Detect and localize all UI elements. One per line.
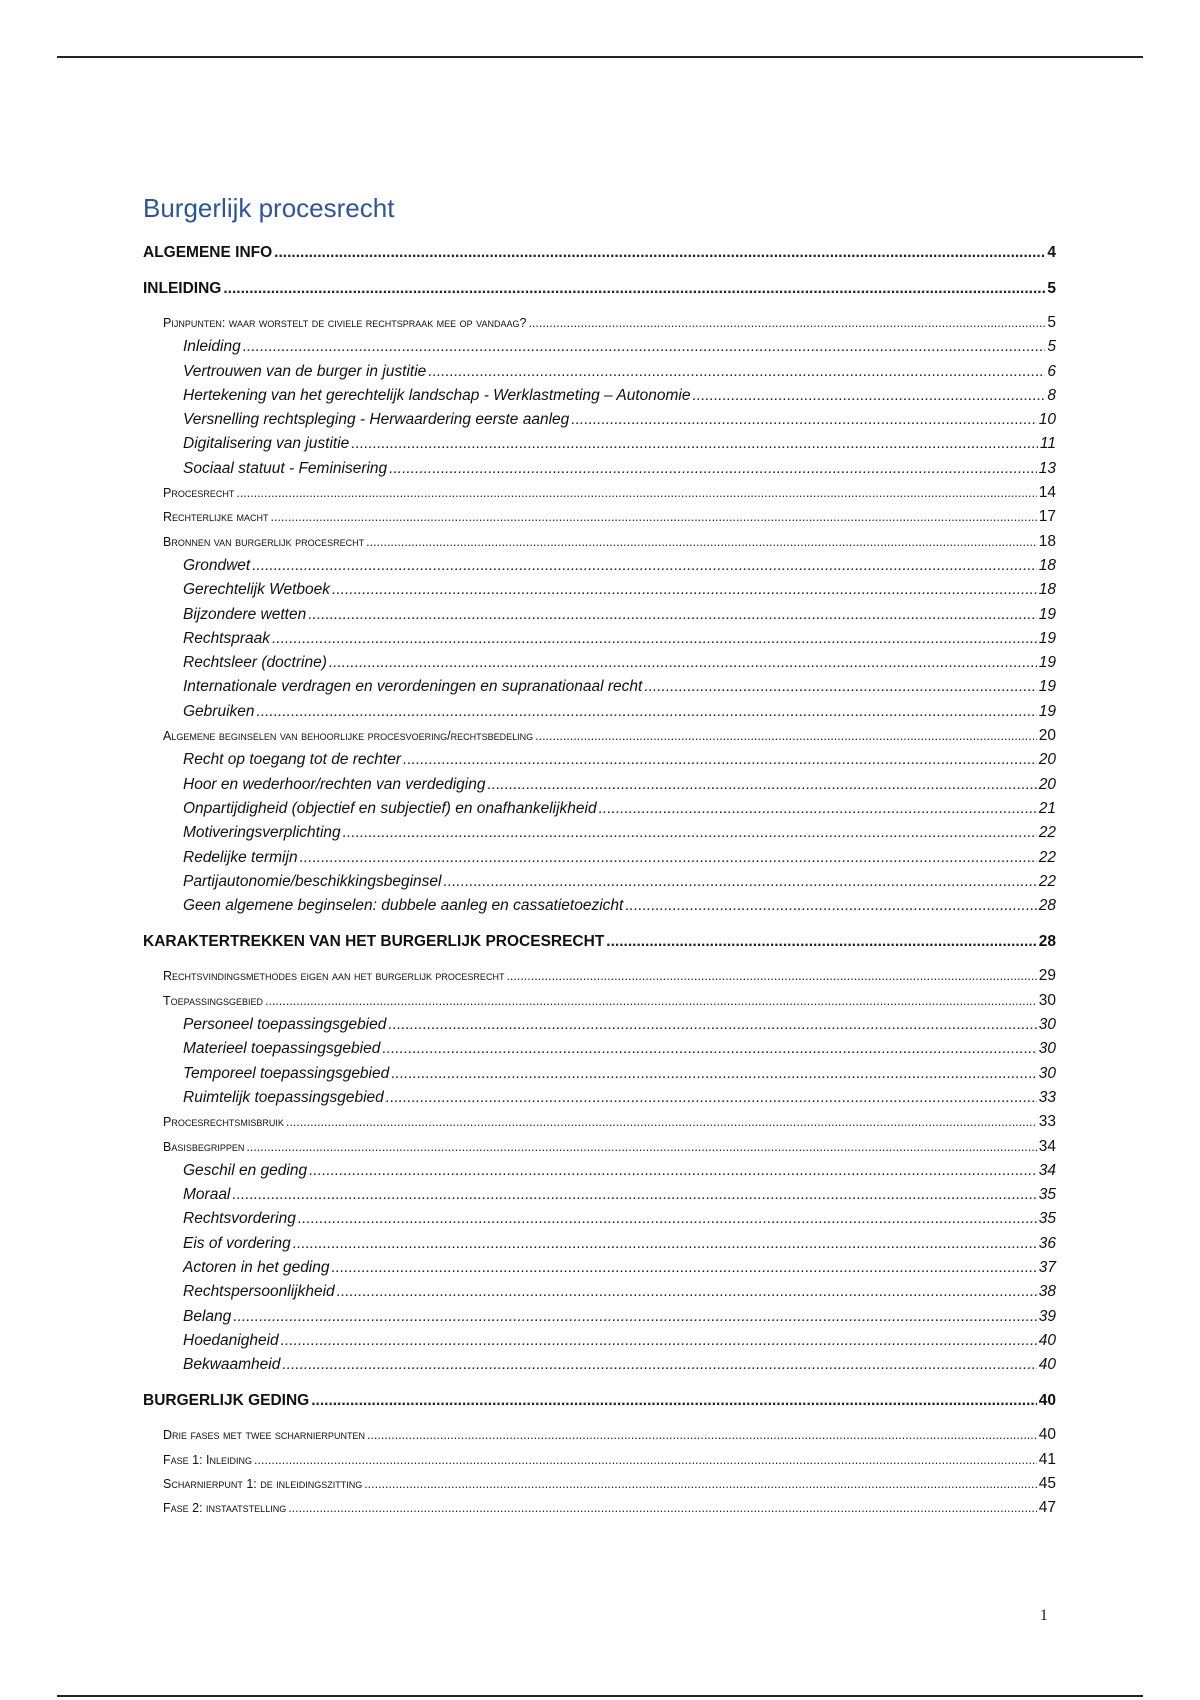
toc-entry-level-2[interactable] (143, 1138, 1056, 1162)
toc-entry-label: Scharnierpunt 1: de inleidingszitting (163, 1477, 363, 1492)
toc-dot-leader (332, 1259, 1037, 1277)
toc-entry-page: 38 (1038, 1283, 1056, 1301)
toc-entry-label: Algemene beginselen van behoorlijke procesvoering/rechtsbedeling (163, 729, 534, 744)
toc-entry-page: 21 (1038, 799, 1056, 817)
toc-entry-page: 40 (1038, 1331, 1056, 1349)
toc-entry-page: 20 (1038, 775, 1056, 793)
toc-dot-leader (311, 1392, 1037, 1410)
toc-dot-leader (428, 363, 1045, 381)
toc-dot-leader (528, 316, 1045, 330)
toc-entry-level-3[interactable] (143, 873, 1056, 897)
toc-entry-level-2[interactable] (143, 967, 1056, 991)
toc-dot-leader (606, 933, 1036, 951)
toc-dot-leader (506, 969, 1036, 983)
toc-entry-page: 30 (1038, 1064, 1056, 1082)
toc-entry-label: Materieel toepassingsgebied (183, 1040, 381, 1058)
toc-entry-page: 20 (1038, 727, 1056, 745)
toc-entry-page: 19 (1038, 605, 1056, 623)
toc-entry-label: Procesrecht (163, 486, 235, 501)
toc-entry-page: 40 (1038, 1392, 1056, 1410)
toc-entry-page: 40 (1038, 1356, 1056, 1374)
toc-entry-page: 10 (1038, 411, 1056, 429)
toc-dot-leader (286, 1115, 1037, 1129)
toc-dot-leader (236, 486, 1036, 500)
toc-entry-page: 19 (1038, 654, 1056, 672)
toc-entry-page: 4 (1047, 244, 1056, 261)
toc-entry-level-3[interactable] (143, 606, 1056, 630)
toc-entry-level-3[interactable] (143, 824, 1056, 848)
toc-entry-label: Geen algemene beginselen: dubbele aanleg en cassatietoezicht (183, 897, 624, 915)
toc-entry-level-2[interactable] (143, 1113, 1056, 1137)
toc-entry-label: ALGEMENE INFO (143, 244, 273, 261)
toc-entry-page: 22 (1038, 824, 1056, 842)
toc-entry-level-2[interactable] (143, 1499, 1056, 1523)
toc-entry-level-3[interactable] (143, 1016, 1056, 1040)
page-number: 1 (1040, 1607, 1048, 1624)
toc-entry-level-3[interactable] (143, 1308, 1056, 1332)
toc-entry-page: 39 (1038, 1307, 1056, 1325)
toc-dot-leader (300, 849, 1037, 867)
toc-entry-level-3[interactable] (143, 630, 1056, 654)
toc-entry-label: Actoren in het geding (183, 1258, 330, 1276)
toc-entry-level-2[interactable] (143, 992, 1056, 1016)
toc-dot-leader (351, 435, 1038, 453)
toc-dot-leader (571, 411, 1036, 429)
toc-entry-page: 28 (1038, 933, 1056, 951)
toc-dot-leader (382, 1040, 1036, 1058)
toc-entry-level-1[interactable] (143, 280, 1056, 304)
toc-entry-level-3[interactable] (143, 1356, 1056, 1380)
toc-entry-label: Fase 2: instaatstelling (163, 1501, 287, 1516)
toc-entry-label: Redelijke termijn (183, 848, 298, 866)
toc-entry-label: Grondwet (183, 556, 251, 574)
toc-dot-leader (337, 1283, 1037, 1301)
header-rule (57, 56, 1143, 58)
toc-dot-leader (232, 1186, 1036, 1204)
toc-dot-leader (274, 244, 1045, 262)
toc-entry-label: Drie fases met twee scharnierpunten (163, 1428, 365, 1443)
toc-entry-page: 19 (1038, 702, 1056, 720)
toc-dot-leader (254, 1453, 1037, 1467)
toc-entry-label: Rechtspraak (183, 629, 271, 647)
toc-entry-page: 34 (1038, 1137, 1056, 1155)
toc-entry-page: 13 (1038, 459, 1056, 477)
toc-entry-page: 20 (1038, 751, 1056, 769)
toc-dot-leader (389, 460, 1037, 478)
toc-entry-page: 30 (1038, 1040, 1056, 1058)
toc-dot-leader (367, 1428, 1037, 1442)
toc-entry-page: 22 (1038, 872, 1056, 890)
toc-entry-label: Vertrouwen van de burger in justitie (183, 362, 427, 380)
toc-entry-level-3[interactable] (143, 581, 1056, 605)
toc-dot-leader (265, 994, 1037, 1008)
toc-entry-label: Temporeel toepassingsgebied (183, 1064, 390, 1082)
toc-entry-level-3[interactable] (143, 1283, 1056, 1307)
toc-entry-level-3[interactable] (143, 411, 1056, 435)
toc-entry-level-3[interactable] (143, 654, 1056, 678)
toc-entry-label: Procesrechtsmisbruik (163, 1115, 284, 1130)
toc-entry-label: BURGERLIJK GEDING (143, 1392, 310, 1410)
toc-entry-page: 33 (1038, 1113, 1056, 1131)
toc-entry-label: Hertekening van het gerechtelijk landschap - Werklastmeting – Autonomie (183, 386, 691, 404)
toc-dot-leader (599, 800, 1037, 818)
toc-entry-label: Motiveringsverplichting (183, 824, 341, 842)
toc-entry-level-3[interactable] (143, 800, 1056, 824)
toc-entry-page: 37 (1038, 1258, 1056, 1276)
toc-entry-label: INLEIDING (143, 280, 222, 297)
toc-entry-label: Ruimtelijk toepassingsgebied (183, 1088, 384, 1106)
toc-entry-level-1[interactable] (143, 1392, 1056, 1416)
document-title: Burgerlijk procesrecht (143, 193, 395, 223)
toc-dot-leader (257, 703, 1037, 721)
toc-entry-page: 41 (1038, 1450, 1056, 1468)
toc-entry-level-3[interactable] (143, 751, 1056, 775)
toc-entry-page: 5 (1047, 314, 1056, 331)
toc-entry-label: Internationale verdragen en verordeningen en supranationaal recht (183, 678, 643, 696)
toc-entry-label: Rechtsvindingsmethodes eigen aan het burgerlijk procesrecht (163, 969, 505, 984)
toc-dot-leader (288, 1501, 1037, 1515)
toc-entry-label: Bijzondere wetten (183, 605, 307, 623)
toc-entry-label: Eis of vordering (183, 1234, 291, 1252)
toc-entry-level-3[interactable] (143, 776, 1056, 800)
toc-dot-leader (309, 1162, 1037, 1180)
toc-dot-leader (308, 606, 1037, 624)
toc-entry-label: KARAKTERTREKKEN VAN HET BURGERLIJK PROCESRECHT (143, 933, 605, 951)
toc-entry-page: 30 (1038, 991, 1056, 1009)
toc-entry-page: 5 (1047, 280, 1056, 297)
toc-dot-leader (343, 824, 1037, 842)
toc-entry-label: Recht op toegang tot de rechter (183, 751, 402, 769)
toc-entry-label: Moraal (183, 1186, 231, 1204)
toc-dot-leader (644, 678, 1036, 696)
toc-entry-level-3[interactable] (143, 1040, 1056, 1064)
table-of-contents (143, 244, 1056, 1524)
toc-entry-page: 18 (1038, 556, 1056, 574)
toc-entry-level-3[interactable] (143, 1089, 1056, 1113)
toc-entry-level-2[interactable] (143, 508, 1056, 532)
toc-entry-label: Partijautonomie/beschikkingsbeginsel (183, 872, 442, 890)
toc-entry-label: Versnelling rechtspleging - Herwaardering eerste aanleg (183, 411, 570, 429)
toc-entry-level-2[interactable] (143, 1426, 1056, 1450)
toc-dot-leader (332, 581, 1037, 599)
toc-entry-page: 18 (1038, 532, 1056, 550)
toc-dot-leader (535, 729, 1037, 743)
toc-entry-label: Rechtspersoonlijkheid (183, 1283, 335, 1301)
toc-entry-label: Personeel toepassingsgebied (183, 1016, 387, 1034)
toc-entry-level-3[interactable] (143, 897, 1056, 921)
toc-entry-level-3[interactable] (143, 363, 1056, 387)
toc-entry-page: 19 (1038, 629, 1056, 647)
toc-entry-level-1[interactable] (143, 933, 1056, 957)
toc-dot-leader (403, 751, 1037, 769)
toc-entry-level-2[interactable] (143, 533, 1056, 557)
toc-dot-leader (443, 873, 1036, 891)
toc-dot-leader (366, 535, 1037, 549)
toc-entry-level-3[interactable] (143, 1332, 1056, 1356)
toc-entry-page: 28 (1038, 897, 1056, 915)
toc-entry-page: 18 (1038, 581, 1056, 599)
toc-entry-page: 40 (1038, 1426, 1056, 1444)
toc-entry-label: Basisbegrippen (163, 1139, 245, 1154)
toc-entry-label: Pijnpunten: waar worstelt de civiele rechtspraak mee op vandaag? (163, 316, 527, 330)
toc-entry-level-3[interactable] (143, 1235, 1056, 1259)
toc-entry-page: 45 (1038, 1475, 1056, 1493)
toc-entry-label: Toepassingsgebied (163, 993, 263, 1008)
toc-dot-leader (386, 1089, 1037, 1107)
toc-dot-leader (364, 1477, 1037, 1491)
toc-dot-leader (271, 510, 1037, 524)
toc-entry-page: 8 (1047, 386, 1056, 404)
toc-entry-page: 35 (1038, 1210, 1056, 1228)
toc-entry-level-3[interactable] (143, 1162, 1056, 1186)
toc-entry-level-2[interactable] (143, 1451, 1056, 1475)
toc-dot-leader (487, 776, 1036, 794)
toc-entry-label: Belang (183, 1307, 232, 1325)
toc-entry-label: Bronnen van burgerlijk procesrecht (163, 534, 365, 549)
toc-entry-page: 11 (1039, 435, 1056, 453)
toc-dot-leader (246, 1140, 1036, 1154)
toc-entry-label: Inleiding (183, 338, 241, 356)
toc-entry-label: Rechtsleer (doctrine) (183, 654, 327, 672)
toc-entry-label: Onpartijdigheid (objectief en subjectief) en onafhankelijkheid (183, 799, 597, 817)
toc-dot-leader (329, 654, 1037, 672)
toc-entry-page: 29 (1038, 967, 1056, 985)
toc-entry-level-3[interactable] (143, 387, 1056, 411)
toc-dot-leader (272, 630, 1037, 648)
toc-entry-page: 5 (1047, 338, 1056, 356)
toc-entry-level-1[interactable] (143, 244, 1056, 268)
toc-dot-leader (223, 280, 1045, 298)
toc-dot-leader (298, 1210, 1037, 1228)
toc-entry-page: 35 (1038, 1186, 1056, 1204)
toc-entry-page: 47 (1038, 1499, 1056, 1517)
toc-entry-level-3[interactable] (143, 1210, 1056, 1234)
toc-dot-leader (243, 338, 1046, 356)
toc-entry-page: 22 (1038, 848, 1056, 866)
toc-entry-label: Rechtsvordering (183, 1210, 296, 1228)
toc-dot-leader (282, 1356, 1036, 1374)
toc-entry-label: Rechterlijke macht (163, 510, 269, 525)
toc-entry-label: Digitalisering van justitie (183, 435, 350, 453)
toc-dot-leader (293, 1235, 1037, 1253)
toc-entry-level-3[interactable] (143, 1259, 1056, 1283)
toc-entry-label: Gebruiken (183, 702, 255, 720)
toc-entry-level-3[interactable] (143, 435, 1056, 459)
toc-entry-page: 34 (1038, 1161, 1056, 1179)
toc-entry-level-2[interactable] (143, 727, 1056, 751)
toc-dot-leader (233, 1308, 1036, 1326)
toc-entry-level-3[interactable] (143, 849, 1056, 873)
toc-entry-label: Fase 1: Inleiding (163, 1452, 252, 1467)
toc-entry-level-3[interactable] (143, 1065, 1056, 1089)
toc-entry-label: Hoedanigheid (183, 1331, 279, 1349)
toc-dot-leader (252, 557, 1037, 575)
toc-dot-leader (388, 1016, 1036, 1034)
toc-entry-page: 6 (1047, 362, 1056, 380)
toc-entry-page: 33 (1038, 1088, 1056, 1106)
toc-entry-page: 30 (1038, 1016, 1056, 1034)
toc-dot-leader (391, 1065, 1037, 1083)
toc-entry-label: Geschil en geding (183, 1161, 308, 1179)
toc-entry-level-3[interactable] (143, 460, 1056, 484)
toc-entry-page: 17 (1038, 508, 1056, 526)
toc-entry-level-2[interactable] (143, 1475, 1056, 1499)
toc-dot-leader (692, 387, 1045, 405)
toc-entry-page: 19 (1038, 678, 1056, 696)
toc-entry-level-3[interactable] (143, 557, 1056, 581)
toc-entry-level-3[interactable] (143, 703, 1056, 727)
toc-entry-label: Bekwaamheid (183, 1356, 281, 1374)
toc-entry-level-3[interactable] (143, 1186, 1056, 1210)
toc-entry-page: 14 (1038, 484, 1056, 502)
toc-entry-label: Gerechtelijk Wetboek (183, 581, 331, 599)
toc-entry-level-3[interactable] (143, 678, 1056, 702)
toc-entry-level-2[interactable] (143, 314, 1056, 338)
toc-entry-label: Sociaal statuut - Feminisering (183, 459, 388, 477)
toc-dot-leader (281, 1332, 1037, 1350)
footer-rule (57, 1695, 1143, 1697)
toc-entry-label: Hoor en wederhoor/rechten van verdediging (183, 775, 486, 793)
toc-dot-leader (625, 897, 1036, 915)
toc-entry-level-3[interactable] (143, 338, 1056, 362)
toc-entry-page: 36 (1038, 1234, 1056, 1252)
toc-entry-level-2[interactable] (143, 484, 1056, 508)
